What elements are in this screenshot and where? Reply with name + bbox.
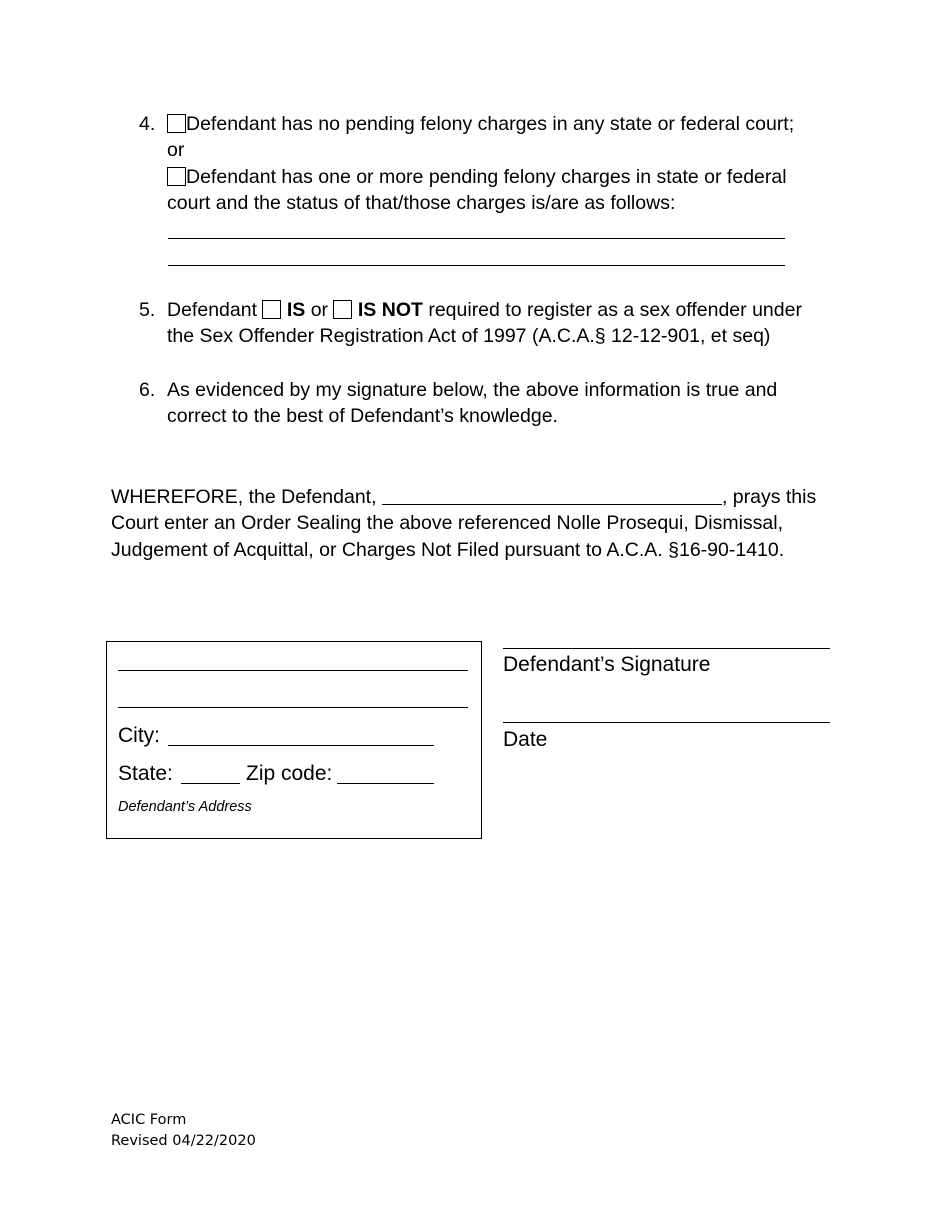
signature-line[interactable]	[503, 648, 830, 649]
item-5-or: or	[310, 299, 329, 321]
charges-status-line-1[interactable]	[168, 238, 785, 239]
date-line[interactable]	[503, 722, 830, 723]
defendant-name-blank[interactable]	[382, 486, 722, 505]
address-line-2[interactable]	[118, 707, 468, 708]
item-5-line-2: the Sex Offender Registration Act of 1997 (A.C.A.§ 12-12-901, et seq)	[167, 325, 771, 347]
item-4-option-2-text: Defendant has one or more pending felony charges in state or federal	[186, 166, 787, 188]
zip-label: Zip code:	[246, 762, 333, 785]
zip-field[interactable]	[337, 783, 434, 784]
item-4-number: 4.	[139, 113, 156, 135]
item-4-option-2	[167, 164, 787, 190]
item-4-option-1-text: Defendant has no pending felony charges in any state or federal court;	[186, 113, 795, 135]
item-5-line-1	[167, 297, 802, 323]
is-not-required-checkbox[interactable]	[333, 300, 352, 319]
city-field[interactable]	[168, 745, 434, 746]
footer-revised: Revised 04/22/2020	[111, 1133, 256, 1149]
wherefore-line-1	[111, 484, 816, 510]
item-5-is-not: IS NOT	[357, 299, 423, 321]
item-6-line-2: correct to the best of Defendant’s knowledge.	[167, 405, 558, 427]
no-pending-charges-checkbox[interactable]	[167, 114, 186, 133]
wherefore-line-3: Judgement of Acquittal, or Charges Not Filed pursuant to A.C.A. §16-90-1410.	[111, 539, 785, 561]
item-5-number: 5.	[139, 299, 156, 321]
item-5-prefix: Defendant	[167, 299, 257, 321]
item-5-is: IS	[286, 299, 306, 321]
date-label: Date	[503, 728, 548, 751]
footer-form-name: ACIC Form	[111, 1112, 187, 1128]
address-caption: Defendant’s Address	[118, 799, 252, 815]
item-6-number: 6.	[139, 379, 156, 401]
item-6-line-1: As evidenced by my signature below, the above information is true and	[167, 379, 778, 401]
item-4-option-1	[167, 111, 794, 137]
charges-status-line-2[interactable]	[168, 265, 785, 266]
item-4-option-2-line-2: court and the status of that/those charges is/are as follows:	[167, 192, 676, 214]
wherefore-suffix: , prays this	[721, 486, 817, 508]
state-field[interactable]	[181, 783, 240, 784]
city-label: City:	[118, 724, 160, 747]
signature-label: Defendant’s Signature	[503, 653, 711, 676]
pending-charges-checkbox[interactable]	[167, 167, 186, 186]
is-required-checkbox[interactable]	[262, 300, 281, 319]
address-line-1[interactable]	[118, 670, 468, 671]
item-5-suffix: required to register as a sex offender under	[428, 299, 802, 321]
wherefore-prefix: WHEREFORE, the Defendant,	[111, 486, 377, 508]
item-4-or: or	[167, 139, 185, 161]
wherefore-line-2: Court enter an Order Sealing the above referenced Nolle Prosequi, Dismissal,	[111, 512, 784, 534]
state-label: State:	[118, 762, 173, 785]
